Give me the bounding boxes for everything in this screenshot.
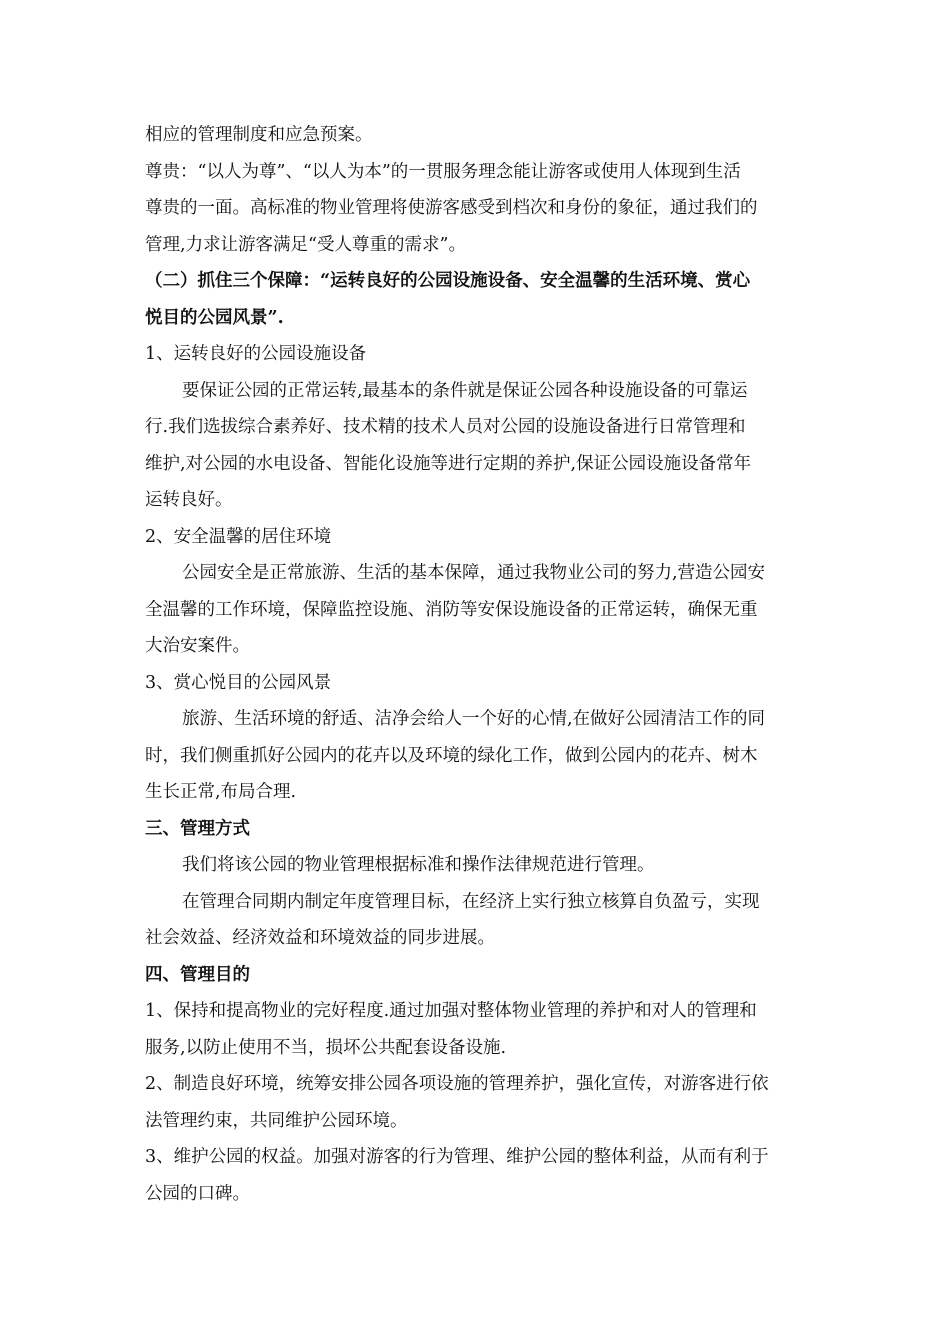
text-line: 社会效益、经济效益和环境效益的同步进展。 [145,928,495,948]
text-line: 尊贵的一面。高标准的物业管理将使游客感受到档次和身份的象征，通过我们的 [145,198,758,218]
text-line: 服务,以防止使用不当，损坏公共配套设备设施. [145,1037,507,1058]
document-body [145,117,810,1212]
text-line: 大治安案件。 [145,636,250,656]
text-line: 1、保持和提高物业的完好程度.通过加强对整体物业管理的养护和对人的管理和 [145,1001,757,1021]
text-line: 3、维护公园的权益。加强对游客的行为管理、维护公园的整体利益，从而有利于 [145,1147,769,1167]
text-line: 维护,对公园的水电设备、智能化设施等进行定期的养护,保证公园设施设备常年 [145,453,752,474]
section-heading: 悦目的公园风景”. [145,307,284,328]
subheading: 3、赏心悦目的公园风景 [145,672,332,693]
subheading: 2、安全温馨的居住环境 [145,526,332,547]
subheading: 1、运转良好的公园设施设备 [145,344,367,364]
text-line: 公园安全是正常旅游、生活的基本保障，通过我物业公司的努力,营造公园安 [182,563,766,583]
text-line: 时，我们侧重抓好公园内的花卉以及环境的绿化工作，做到公园内的花卉、树木 [145,745,758,766]
text-line: 运转良好。 [145,490,233,510]
text-line: 要保证公园的正常运转,最基本的条件就是保证公园各种设施设备的可靠运 [182,380,748,401]
text-line: 管理,力求让游客满足“受人尊重的需求”。 [145,234,466,255]
text-line: 公园的口碑。 [145,1183,250,1204]
text-line: 行.我们选拔综合素养好、技术精的技术人员对公园的设施设备进行日常管理和 [145,417,746,437]
text-line: 在管理合同期内制定年度管理目标，在经济上实行独立核算自负盈亏，实现 [182,891,760,912]
text-line: 旅游、生活环境的舒适、洁净会给人一个好的心情,在做好公园清洁工作的同 [182,709,766,729]
section-heading: 三、管理方式 [145,818,250,839]
text-line: 生长正常,布局合理. [145,782,297,802]
text-line: 尊贵：“以人为尊”、“以人为本”的一贯服务理念能让游客或使用人体现到生活 [145,161,741,182]
text-line: 法管理约束，共同维护公园环境。 [145,1110,408,1131]
section-heading: 四、管理目的 [145,964,250,985]
text-line: 2、制造良好环境，统筹安排公园各项设施的管理养护，强化宣传，对游客进行依 [145,1074,769,1094]
section-heading: （二）抓住三个保障：“运转良好的公园设施设备、安全温馨的生活环境、赏心 [145,271,751,291]
text-line: 相应的管理制度和应急预案。 [145,125,373,145]
text-line: 全温馨的工作环境，保障监控设施、消防等安保设施设备的正常运转，确保无重 [145,599,758,620]
text-line: 我们将该公园的物业管理根据标准和操作法律规范进行管理。 [182,855,655,875]
